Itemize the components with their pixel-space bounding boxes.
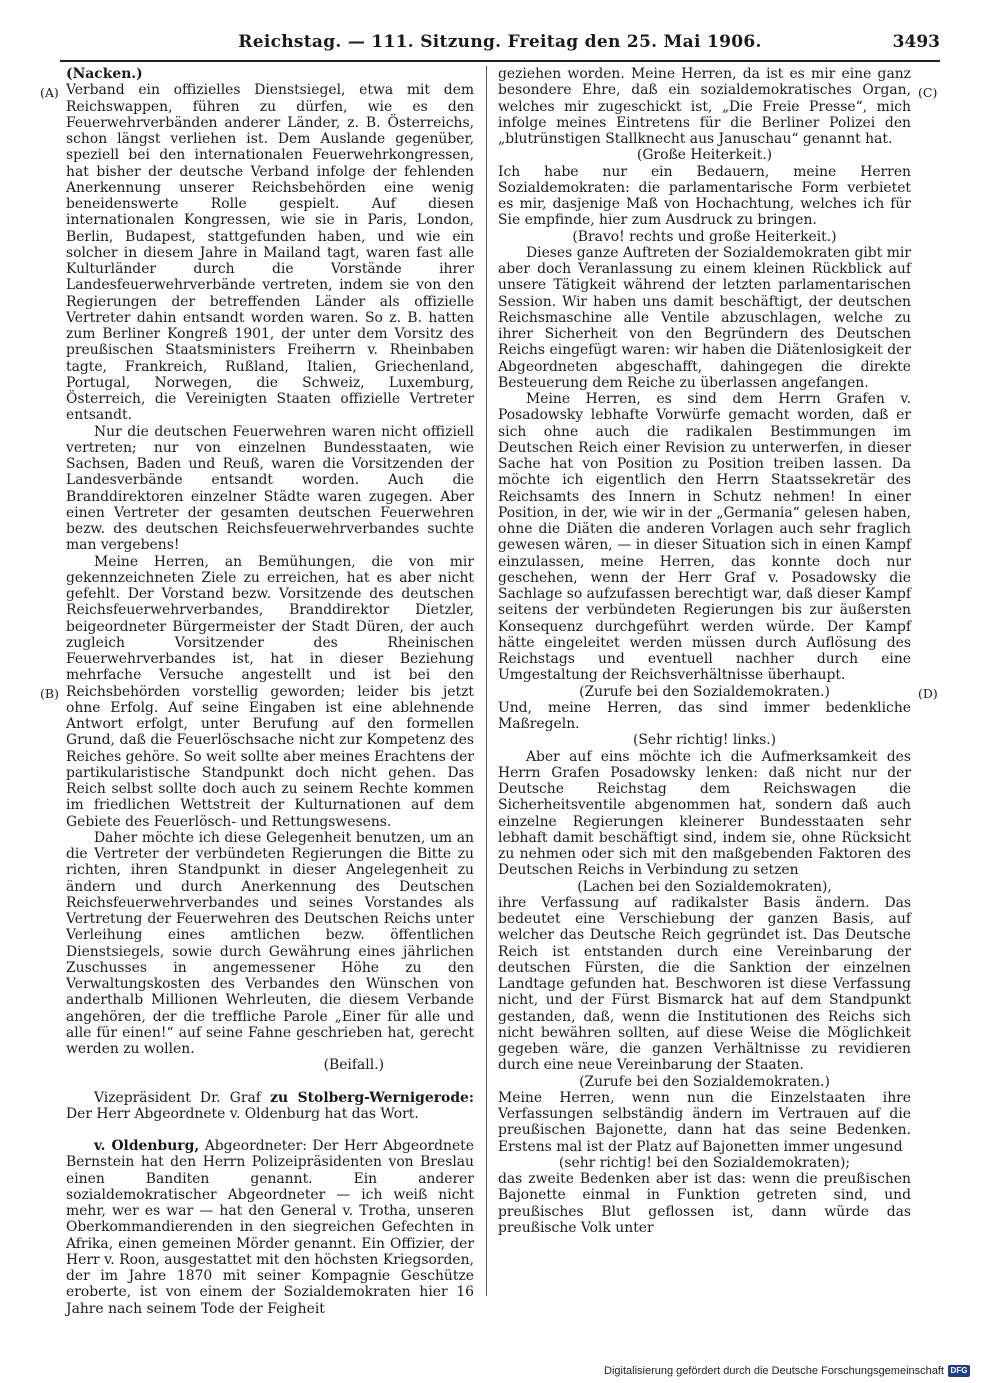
margin-marker-b: (B) [40, 686, 59, 701]
interjection-note: (Zurufe bei den Sozialdemokraten.) [579, 683, 830, 700]
interjection-note: (Große Heiterkeit.) [636, 147, 773, 164]
interjection-note: (Lachen bei den Sozialdemokraten), [577, 878, 832, 895]
paragraph: ihre Verfassung auf radikalster Basis ändern. Das bedeutet eine Verschiebung der ganzen Basis, auf welcher das Deutsche Reich gegründet ist. Das Deutsche Reich ist entstanden durch eine Vereinbarung der deutschen Fürsten, die die Sanktion der einzelnen Landtage gefunden hat. Beschworen ist diese Verfassung nicht, und der Fürst Bismarck hat auf dem Standpunkt gestanden, daß, wenn die Institutionen des Reichs sich nicht bewähren sollten, auf diese Weise die Möglichkeit gegeben wäre, die ganzen Verhältnisse zu revidieren durch eine neue Vereinbarung der Staaten. [498, 894, 911, 1074]
interjection-note: (sehr richtig! bei den Sozialdemokraten); [558, 1154, 851, 1171]
paragraph: Dieses ganze Auftreten der Sozialdemokraten gibt mir aber doch Veranlassung zu einem kleinen Rückblick auf unsere Tätigkeit während der letzten parlamentarischen Session. Wir haben uns damit beschäftigt, der deutschen Reichsmaschine alle Ventile abzuschlagen, welche zu ihrer Sicherheit von den Begründern des Deutschen Reichs eingefügt waren: wir haben die Diätenlosigkeit der Abgeordneten abgeschafft, dahingegen die direkte Besteuerung dem Reiche zu überlassen angefangen. [498, 244, 911, 391]
paragraph: Daher möchte ich diese Gelegenheit benutzen, um an die Vertreter der verbündeten Regierungen die Bitte zu richten, ihren Standpunkt in dieser Angelegenheit zu ändern und durch Anerkennung des Deutschen Reichsfeuerwehrverbandes und seines Vorstandes als Vertretung der Feuerwehren des Deutschen Reichs unter Verleihung eines amtlichen bezw. öffentlichen Dienstsiegels, sowie durch Gewährung eines jährlichen Zuschusses in angemessener Höhe zu den Verwaltungskosten des Verbandes den Wünschen von anderthalb Millionen Wehrleuten, die diesem Verbande angehören, der die treffliche Parole „Einer für alle und alle für einen!“ auf seine Fahne geschrieben hat, gerecht werden zu wollen. [66, 829, 474, 1057]
vice-president-statement: Der Herr Abgeordnete v. Oldenburg hat das Wort. [66, 1105, 419, 1122]
page-header [60, 30, 940, 62]
applause-note: (Beifall.) [323, 1057, 384, 1074]
margin-marker-a: (A) [40, 85, 59, 100]
paragraph: Aber auf eins möchte ich die Aufmerksamkeit des Herrn Grafen Posadowsky lenken: daß nicht nur der Deutsche Reichstag dem Reichswagen die Sicherheitsventile abgenommen hat, sondern daß auch einzelne Regierungen kleinerer Bundesstaaten sehr lebhaft damit beschäftigt sind, indem sie, ohne Rücksicht zu nehmen oder sich mit den maßgebenden Faktoren des Deutschen Reichs in Verbindung zu setzen [498, 748, 911, 879]
margin-marker-d: (D) [918, 686, 938, 701]
vice-president-intro [66, 1090, 474, 1123]
paragraph: geziehen worden. Meine Herren, da ist es mir eine ganz besondere Ehre, daß ein sozialdemokratisches Organ, welches mir zugeschickt ist, „Die Freie Presse“, mich infolge meines Eintretens für die Berliner Polizei den „blutrünstigen Stallknecht aus Januschau“ genannt hat. [498, 66, 911, 147]
page-number: 3493 [892, 32, 940, 52]
right-column [498, 66, 911, 1236]
paragraph: Meine Herren, an Bemühungen, die von mir gekennzeichneten Ziele zu erreichen, hat es aber nicht gefehlt. Der Vorstand bezw. Vorsitzende des deutschen Reichsfeuerwehrverbandes, Branddirektor Dietzler, beigeordneter Bürgermeister der Stadt Düren, der auch zugleich Vorsitzender des Rheinischen Feuerwehrverbandes ist, hat in dieser Beziehung mehrfache Versuche angestellt und ist bei den Reichsbehörden vorstellig geworden; leider bis jetzt ohne Erfolg. Auf seine Eingaben ist eine ablehnende Antwort erfolgt, unter Berufung auf den formellen Grund, daß die Feuerlöschsache nicht zur Kompetenz des Reiches gehöre. So weit sollte aber meines Erachtens der partikularistische Standpunkt doch nicht gehen. Das Reich selbst sollte doch auch zu seinem Rechte kommen im friedlichen Wettstreit der Kulturnationen auf dem Gebiete des Feuerlösch- und Rettungswesens. [66, 553, 474, 830]
page-header-title: Reichstag. — 111. Sitzung. Freitag den 25. Mai 1906. [238, 32, 762, 52]
paragraph: Nur die deutschen Feuerwehren waren nicht offiziell vertreten; nur von einzelnen Bundesstaaten, wie Sachsen, Baden und Reuß, waren die Vorsitzenden der Landesverbände entsandt worden. Auch die Branddirektoren einzelner Städte waren zugegen. Aber einen Vertreter der gesamten deutschen Feuerwehren bezw. des deutschen Reichsfeuerwehrverbandes suchte man vergebens! [66, 423, 474, 554]
column-divider [486, 66, 487, 1296]
paragraph: Und, meine Herren, das sind immer bedenkliche Maßregeln. [498, 699, 911, 732]
vice-president-name: zu Stolberg-Wernigerode: [270, 1089, 474, 1106]
speaker-name: v. Oldenburg, [94, 1138, 200, 1154]
speaker-paragraph [66, 1138, 474, 1317]
paragraph: Ich habe nur ein Bedauern, meine Herren Sozialdemokraten: die parlamentarische Form verbietet es mir, dasjenige Maß von Hochachtung, welches ich für Sie empfinde, hier zum Ausdruck zu bringen. [498, 163, 911, 229]
paragraph: das zweite Bedenken aber ist das: wenn die preußischen Bajonette einmal in Funktion getreten sind, und preußisches Blut geflossen ist, dann würde das preußische Volk unter [498, 1171, 911, 1236]
interjection-note: (Bravo! rechts und große Heiterkeit.) [572, 228, 837, 245]
interjection-note: (Sehr richtig! links.) [632, 732, 777, 749]
footer-credit [604, 1365, 970, 1377]
paragraph: Verband ein offizielles Dienstsiegel, etwa mit dem Reichswappen, führen zu dürfen, wie es den Feuerwehrverbänden anderer Länder, z. B. Österreichs, schon längst verliehen ist. Dem Auslande gegenüber, speziell bei den internationalen Feuerwehrkongressen, hat bisher der deutsche Verband infolge der fehlenden Anerkennung unserer Reichsbehörden eine wenig beneidenswerte Rolle gespielt. Auf diesen internationalen Kongressen, wie sie in Paris, London, Berlin, Budapest, stattgefunden haben, und wie ein solcher in diesem Jahre in Mailand tagt, waren fast alle Kulturländer durch die Vorstände ihrer Landesfeuerwehrverbände vertreten, indem sie von den Regierungen der betreffenden Länder als offizielle Vertreter dahin entsandt worden waren. So z. B. hatten zum Berliner Kongreß 1901, der unter dem Vorsitz des preußischen Staatsministers Freiherrn v. Rheinbaben tagte, Frankreich, Rußland, Italien, Griechenland, Portugal, Norwegen, die Schweiz, Luxemburg, Österreich, die Vereinigten Staaten offizielle Vertreter entsandt. [66, 82, 474, 424]
left-column [66, 66, 474, 1317]
paragraph: Meine Herren, es sind dem Herrn Grafen v. Posadowsky lebhafte Vorwürfe gemacht worden, daß er sich ohne auch die radikalen Bestimmungen im Deutschen Reich einer Revision zu unterwerfen, in dieser Sache hat von Position zu Position treiben lassen. Da möchte ich eigentlich den Herrn Staatssekretär des Reichsamts des Innern in Schutz nehmen! In einer Position, in der, wie wir in der „Germania“ gelesen haben, ohne die Diäten die anderen Vorlagen auch sehr fraglich gewesen wären, — in dieser Situation sich in einen Kampf einzulassen, meine Herren, das konnte doch nur geschehen, wenn der Herr Graf v. Posadowsky die Sachlage so aufzufassen berechtigt war, daß dieser Kampf seitens der verbündeten Regierungen bis zur äußersten Konsequenz durchgeführt werden würde. Der Kampf hätte eingeleitet werden müssen durch Auflösung des Reichstags und eventuell nachher durch eine Umgestaltung der Reichsverhältnisse überhaupt. [498, 391, 911, 684]
interjection-note: (Zurufe bei den Sozialdemokraten.) [579, 1073, 830, 1090]
paragraph: Meine Herren, wenn nun die Einzelstaaten ihre Verfassungen selbständig ändern im Vertrauen auf die preußischen Bajonette, dann hat das seine Bedenken. Erstens mal ist der Platz auf Bajonetten immer ungesund [498, 1089, 911, 1155]
dfg-logo-icon: DFG [948, 1365, 970, 1377]
vice-president-title: Vizepräsident Dr. Graf [94, 1089, 261, 1106]
footer-text: Digitalisierung gefördert durch die Deutsche Forschungsgemeinschaft [604, 1365, 944, 1377]
speaker-statement: Abgeordneter: Der Herr Abgeordnete Bernstein hat den Herrn Polizeipräsidenten von Breslau einen Banditen genannt. Ein anderer sozialdemokratischer Abgeordneter — ich weiß nicht mehr, wer es war — hat den General v. Trotha, unseren Oberkommandierenden in den siegreichen Gefechten in Afrika, einen gemeinen Mörder genannt. Ein Offizier, der Herr v. Roon, ausgestattet mit den höchsten Kriegsorden, der im Jahre 1870 mit seiner Kompagnie Geschütze eroberte, ist von einem der Sozialdemokraten hier 16 Jahre nach seinem Tode der Feigheit [66, 1138, 474, 1317]
speaker-continuation-label: (Nacken.) [66, 66, 143, 82]
margin-marker-c: (C) [918, 85, 938, 100]
